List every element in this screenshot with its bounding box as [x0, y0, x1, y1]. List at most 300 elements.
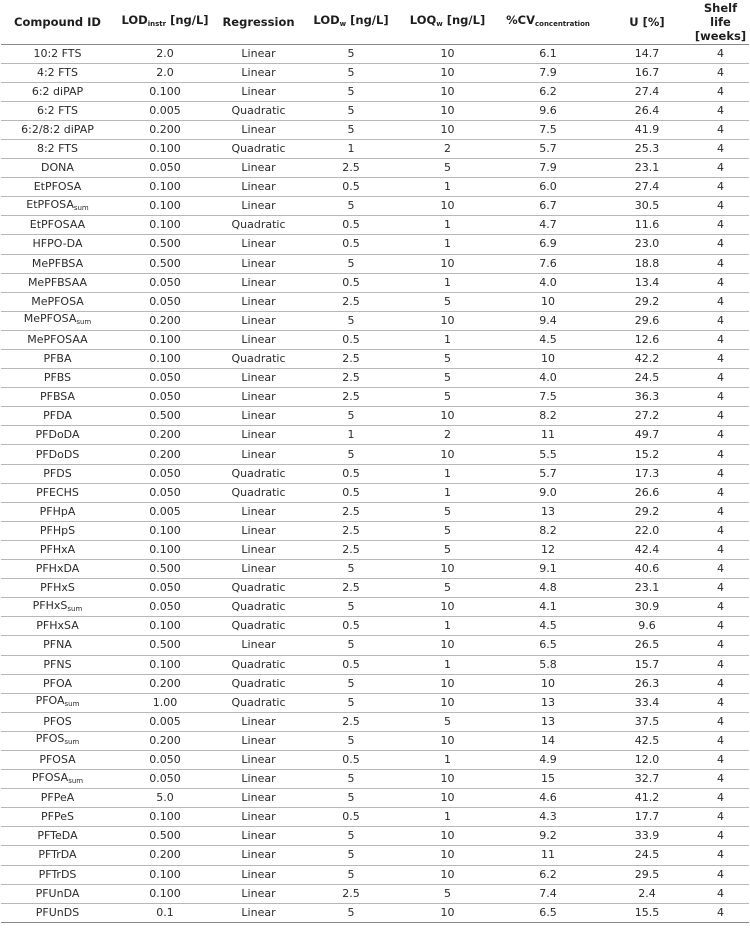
u-cell	[602, 636, 692, 655]
compound-cell-value: 6:2 diPAP	[31, 84, 84, 98]
shelf-life-cell	[692, 101, 749, 120]
lod-w-cell-value: 5	[347, 122, 355, 136]
table-row	[1, 655, 749, 674]
cv-cell-value: 4.3	[539, 810, 557, 824]
u-cell	[602, 292, 692, 311]
lod-instr-cell-value: 0.500	[149, 562, 181, 576]
cv-cell-value: 4.6	[539, 791, 557, 805]
lod-instr-cell-value: 0.100	[149, 542, 181, 556]
loq-w-cell	[401, 311, 494, 330]
lod-w-cell-value: 5	[347, 199, 355, 213]
u-cell	[602, 139, 692, 158]
cv-cell	[494, 273, 602, 292]
cv-cell	[494, 598, 602, 617]
shelf-life-cell-value: 4	[717, 600, 724, 614]
cv-cell	[494, 846, 602, 865]
u-cell	[602, 617, 692, 636]
cv-cell-value: 6.7	[539, 199, 557, 213]
loq-w-cell-value: 2	[444, 428, 451, 442]
lod-w-cell	[301, 579, 401, 598]
lod-instr-cell	[114, 540, 216, 559]
lod-w-cell	[301, 846, 401, 865]
lod-instr-cell	[114, 426, 216, 445]
cv-cell	[494, 540, 602, 559]
shelf-life-cell-value: 4	[717, 103, 724, 117]
lod-w-cell-value: 0.5	[342, 332, 360, 346]
cv-cell	[494, 82, 602, 101]
cv-cell	[494, 750, 602, 769]
cv-cell	[494, 617, 602, 636]
shelf-life-cell-value: 4	[717, 84, 724, 98]
u-cell-value: 27.4	[634, 84, 660, 98]
cv-cell	[494, 579, 602, 598]
u-cell	[602, 197, 692, 216]
regression-cell-value: Linear	[241, 848, 276, 862]
cv-cell-value: 4.1	[539, 600, 557, 614]
regression-cell	[216, 388, 301, 407]
regression-cell-value: Linear	[241, 428, 276, 442]
lod-w-cell-value: 5	[347, 905, 355, 919]
loq-w-cell-value: 10	[440, 199, 455, 213]
loq-w-cell-value: 5	[444, 581, 451, 595]
regression-cell-value: Quadratic	[231, 657, 286, 671]
lod-instr-cell	[114, 903, 216, 922]
table-row	[1, 731, 749, 750]
regression-cell-value: Linear	[241, 714, 276, 728]
compound-cell-value: PFHxSA	[36, 619, 79, 633]
compound-cell	[1, 827, 114, 846]
shelf-life-cell-value: 4	[717, 619, 724, 633]
header-lod-w	[301, 0, 401, 44]
lod-w-cell	[301, 44, 401, 63]
table-row	[1, 789, 749, 808]
loq-w-cell	[401, 808, 494, 827]
table-row	[1, 636, 749, 655]
lod-w-cell-value: 5	[347, 103, 355, 117]
shelf-life-cell	[692, 139, 749, 158]
regression-cell	[216, 674, 301, 693]
shelf-life-cell	[692, 617, 749, 636]
regression-cell	[216, 750, 301, 769]
compound-cell	[1, 292, 114, 311]
lod-instr-cell	[114, 178, 216, 197]
loq-w-cell-value: 5	[444, 390, 451, 404]
compound-cell	[1, 521, 114, 540]
u-cell-value: 26.6	[634, 485, 660, 499]
shelf-life-cell	[692, 445, 749, 464]
loq-w-cell-value: 10	[440, 409, 455, 423]
cv-cell-value: 4.7	[539, 218, 557, 232]
compound-cell	[1, 445, 114, 464]
cv-cell-value: 6.0	[539, 180, 557, 194]
loq-w-cell-value: 10	[440, 103, 455, 117]
lod-w-cell	[301, 445, 401, 464]
u-cell-value: 23.0	[634, 237, 660, 251]
compound-cell-value: PFDoDS	[35, 447, 80, 461]
lod-instr-cell	[114, 235, 216, 254]
lod-w-cell-value: 2.5	[342, 294, 360, 308]
u-cell-value: 40.6	[634, 562, 660, 576]
lod-instr-cell	[114, 731, 216, 750]
table-row	[1, 426, 749, 445]
lod-instr-cell	[114, 369, 216, 388]
u-cell	[602, 884, 692, 903]
table-row	[1, 311, 749, 330]
loq-w-cell-value: 5	[444, 294, 451, 308]
shelf-life-cell	[692, 540, 749, 559]
header-loq-w	[401, 0, 494, 44]
regression-cell-value: Linear	[241, 371, 276, 385]
lod-w-cell-value: 0.5	[342, 237, 360, 251]
lod-w-cell-value: 2.5	[342, 390, 360, 404]
lod-instr-cell	[114, 712, 216, 731]
cv-cell	[494, 197, 602, 216]
shelf-life-cell	[692, 636, 749, 655]
lod-w-cell	[301, 865, 401, 884]
table-row	[1, 483, 749, 502]
loq-w-cell	[401, 560, 494, 579]
loq-w-cell-value: 1	[444, 332, 451, 346]
cv-cell	[494, 483, 602, 502]
table-row	[1, 216, 749, 235]
lod-w-cell	[301, 540, 401, 559]
table-row	[1, 540, 749, 559]
compound-cell	[1, 159, 114, 178]
lod-instr-cell-value: 1.00	[152, 695, 178, 709]
shelf-life-cell	[692, 655, 749, 674]
cv-cell	[494, 139, 602, 158]
regression-cell	[216, 464, 301, 483]
shelf-life-cell-value: 4	[717, 791, 724, 805]
cv-cell-value: 6.2	[539, 84, 557, 98]
table-row	[1, 693, 749, 712]
regression-cell	[216, 216, 301, 235]
cv-cell	[494, 693, 602, 712]
compound-cell	[1, 139, 114, 158]
shelf-life-cell	[692, 292, 749, 311]
lod-w-cell-value: 5	[347, 695, 355, 709]
cv-cell-value: 4.5	[539, 619, 557, 633]
loq-w-cell	[401, 865, 494, 884]
compound-cell-value: PFOSA	[31, 770, 69, 784]
shelf-life-cell	[692, 426, 749, 445]
lod-w-cell	[301, 63, 401, 82]
u-cell-value: 23.1	[634, 161, 660, 175]
loq-w-cell	[401, 407, 494, 426]
lod-instr-cell-value: 0.100	[149, 810, 181, 824]
header-lod-w-main: LOD	[313, 12, 340, 27]
loq-w-cell	[401, 63, 494, 82]
lod-instr-cell-value: 0.005	[149, 714, 181, 728]
cv-cell-value: 13	[541, 714, 555, 728]
regression-cell-value: Linear	[241, 772, 276, 786]
lod-w-cell	[301, 750, 401, 769]
regression-cell-value: Linear	[241, 199, 276, 213]
compound-cell	[1, 560, 114, 579]
lod-w-cell-value: 5	[347, 676, 355, 690]
compound-cell-value: PFHxA	[39, 542, 76, 556]
compound-cell	[1, 273, 114, 292]
shelf-life-cell-value: 4	[717, 180, 724, 194]
cv-cell-value: 5.7	[539, 142, 557, 156]
u-cell	[602, 63, 692, 82]
lod-instr-cell-value: 0.200	[149, 447, 181, 461]
regression-cell-value: Quadratic	[231, 103, 286, 117]
header-compound-id	[1, 0, 114, 44]
cv-cell	[494, 426, 602, 445]
lod-instr-cell-value: 0.100	[149, 199, 181, 213]
loq-w-cell	[401, 579, 494, 598]
loq-w-cell-value: 1	[444, 237, 451, 251]
compound-cell	[1, 693, 114, 712]
regression-cell-value: Linear	[241, 390, 276, 404]
shelf-life-cell-value: 4	[717, 695, 724, 709]
u-cell-value: 17.3	[634, 466, 660, 480]
compound-subscript: sum	[68, 776, 84, 785]
header-regression	[216, 0, 301, 44]
compound-cell	[1, 808, 114, 827]
compound-cell	[1, 617, 114, 636]
lod-instr-cell	[114, 139, 216, 158]
lod-w-cell	[301, 82, 401, 101]
u-cell	[602, 674, 692, 693]
lod-instr-cell	[114, 579, 216, 598]
regression-cell-value: Linear	[241, 409, 276, 423]
lod-instr-cell-value: 0.050	[149, 275, 181, 289]
compound-cell	[1, 464, 114, 483]
regression-cell-value: Linear	[241, 294, 276, 308]
lod-instr-cell-value: 0.005	[149, 103, 181, 117]
regression-cell	[216, 789, 301, 808]
compound-cell	[1, 369, 114, 388]
lod-instr-cell-value: 2.0	[156, 46, 174, 60]
lod-instr-cell-value: 0.050	[149, 485, 181, 499]
cv-cell	[494, 369, 602, 388]
header-row	[1, 0, 749, 44]
shelf-life-cell-value: 4	[717, 810, 724, 824]
cv-cell-value: 5.8	[539, 657, 557, 671]
shelf-life-cell-value: 4	[717, 237, 724, 251]
compound-cell	[1, 789, 114, 808]
header-cv-sub: concentration	[534, 19, 590, 28]
shelf-life-cell-value: 4	[717, 447, 724, 461]
lod-instr-cell	[114, 216, 216, 235]
regression-cell-value: Quadratic	[231, 676, 286, 690]
lod-w-cell	[301, 216, 401, 235]
regression-cell	[216, 884, 301, 903]
lod-instr-cell	[114, 827, 216, 846]
shelf-life-cell	[692, 254, 749, 273]
cv-cell-value: 8.2	[539, 409, 557, 423]
lod-instr-cell	[114, 770, 216, 789]
u-cell	[602, 464, 692, 483]
u-cell	[602, 712, 692, 731]
loq-w-cell-value: 1	[444, 485, 451, 499]
header-cv-main: %CV	[506, 12, 535, 27]
cv-cell-value: 9.0	[539, 485, 557, 499]
shelf-life-cell	[692, 903, 749, 922]
regression-cell-value: Linear	[241, 753, 276, 767]
lod-w-cell-value: 1	[347, 142, 355, 156]
header-shelf-line1: Shelf life	[703, 0, 738, 29]
shelf-life-cell	[692, 521, 749, 540]
loq-w-cell-value: 10	[440, 867, 455, 881]
loq-w-cell-value: 5	[444, 542, 451, 556]
regression-cell	[216, 82, 301, 101]
table-row	[1, 464, 749, 483]
u-cell	[602, 350, 692, 369]
compound-cell	[1, 731, 114, 750]
compound-cell	[1, 426, 114, 445]
cv-cell-value: 13	[541, 695, 555, 709]
regression-cell	[216, 197, 301, 216]
regression-cell-value: Linear	[241, 180, 276, 194]
loq-w-cell-value: 10	[440, 313, 455, 327]
compound-cell-value: EtPFOSAA	[29, 218, 86, 232]
lod-w-cell-value: 5	[347, 84, 355, 98]
header-shelf-line2: [weeks]	[694, 28, 747, 43]
shelf-life-cell-value: 4	[717, 142, 724, 156]
u-cell-value: 29.6	[634, 313, 660, 327]
u-cell	[602, 502, 692, 521]
header-lod-w-unit: [ng/L]	[346, 12, 389, 27]
cv-cell	[494, 560, 602, 579]
lod-instr-cell	[114, 254, 216, 273]
lod-instr-cell-value: 0.050	[149, 753, 181, 767]
table-row	[1, 292, 749, 311]
u-cell-value: 24.5	[634, 371, 660, 385]
regression-cell	[216, 273, 301, 292]
lod-w-cell-value: 2.5	[342, 352, 360, 366]
u-cell	[602, 483, 692, 502]
table-row	[1, 159, 749, 178]
lod-instr-cell-value: 0.050	[149, 390, 181, 404]
shelf-life-cell-value: 4	[717, 504, 724, 518]
compound-cell-value: PFUnDA	[35, 886, 80, 900]
cv-cell	[494, 159, 602, 178]
u-cell-value: 29.5	[634, 867, 660, 881]
shelf-life-cell-value: 4	[717, 905, 724, 919]
u-cell-value: 33.9	[634, 829, 660, 843]
regression-cell	[216, 827, 301, 846]
lod-instr-cell-value: 0.200	[149, 848, 181, 862]
lod-instr-cell	[114, 598, 216, 617]
lod-instr-cell	[114, 120, 216, 139]
table-row	[1, 674, 749, 693]
compound-cell-value: PFOS	[43, 714, 72, 728]
shelf-life-cell-value: 4	[717, 65, 724, 79]
lod-instr-cell-value: 0.050	[149, 581, 181, 595]
table-row	[1, 44, 749, 63]
lod-instr-cell-value: 0.050	[149, 371, 181, 385]
lod-instr-cell-value: 0.500	[149, 256, 181, 270]
lod-instr-cell-value: 0.100	[149, 657, 181, 671]
u-cell	[602, 369, 692, 388]
u-cell	[602, 407, 692, 426]
table-row	[1, 750, 749, 769]
cv-cell-value: 9.6	[539, 103, 557, 117]
regression-cell-value: Quadratic	[231, 466, 286, 480]
regression-cell	[216, 445, 301, 464]
loq-w-cell-value: 1	[444, 657, 451, 671]
lod-w-cell-value: 2.5	[342, 542, 360, 556]
shelf-life-cell	[692, 159, 749, 178]
shelf-life-cell-value: 4	[717, 409, 724, 423]
cv-cell-value: 6.5	[539, 638, 557, 652]
shelf-life-cell	[692, 674, 749, 693]
u-cell-value: 2.4	[638, 886, 656, 900]
lod-w-cell	[301, 712, 401, 731]
shelf-life-cell-value: 4	[717, 466, 724, 480]
u-cell-value: 49.7	[634, 428, 660, 442]
lod-w-cell	[301, 693, 401, 712]
compound-cell-value: MePFBSA	[31, 256, 84, 270]
shelf-life-cell-value: 4	[717, 523, 724, 537]
compound-cell-value: HFPO-DA	[32, 237, 83, 251]
regression-cell-value: Quadratic	[231, 142, 286, 156]
lod-w-cell-value: 5	[347, 791, 355, 805]
compound-cell-value: PFECHS	[36, 485, 79, 499]
shelf-life-cell	[692, 350, 749, 369]
compound-cell-value: MePFOSA	[31, 294, 84, 308]
u-cell	[602, 254, 692, 273]
loq-w-cell-value: 5	[444, 714, 451, 728]
table-row	[1, 178, 749, 197]
cv-cell-value: 5.7	[539, 466, 557, 480]
compound-cell	[1, 235, 114, 254]
cv-cell	[494, 178, 602, 197]
compound-cell	[1, 846, 114, 865]
lod-instr-cell-value: 0.005	[149, 504, 181, 518]
compound-subscript: sum	[76, 318, 92, 327]
cv-cell-value: 12	[541, 542, 555, 556]
shelf-life-cell	[692, 846, 749, 865]
shelf-life-cell	[692, 120, 749, 139]
lod-instr-cell-value: 0.500	[149, 829, 181, 843]
loq-w-cell-value: 2	[444, 142, 451, 156]
loq-w-cell	[401, 617, 494, 636]
cv-cell-value: 13	[541, 504, 555, 518]
loq-w-cell	[401, 770, 494, 789]
loq-w-cell	[401, 789, 494, 808]
shelf-life-cell-value: 4	[717, 199, 724, 213]
lod-w-cell-value: 5	[347, 772, 355, 786]
lod-w-cell	[301, 369, 401, 388]
lod-instr-cell-value: 0.100	[149, 142, 181, 156]
compound-cell-value: PFBA	[43, 352, 72, 366]
lod-w-cell-value: 2.5	[342, 714, 360, 728]
table-row	[1, 617, 749, 636]
regression-cell-value: Linear	[241, 905, 276, 919]
u-cell	[602, 731, 692, 750]
regression-cell	[216, 903, 301, 922]
lod-w-cell-value: 5	[347, 409, 355, 423]
u-cell	[602, 693, 692, 712]
cv-cell	[494, 407, 602, 426]
shelf-life-cell	[692, 579, 749, 598]
shelf-life-cell-value: 4	[717, 46, 724, 60]
u-cell	[602, 445, 692, 464]
loq-w-cell	[401, 178, 494, 197]
u-cell-value: 15.5	[634, 905, 660, 919]
u-cell-value: 26.3	[634, 676, 660, 690]
lod-w-cell-value: 5	[347, 256, 355, 270]
shelf-life-cell-value: 4	[717, 352, 724, 366]
lod-w-cell-value: 5	[347, 46, 355, 60]
compound-cell	[1, 407, 114, 426]
regression-cell-value: Linear	[241, 161, 276, 175]
shelf-life-cell-value: 4	[717, 294, 724, 308]
